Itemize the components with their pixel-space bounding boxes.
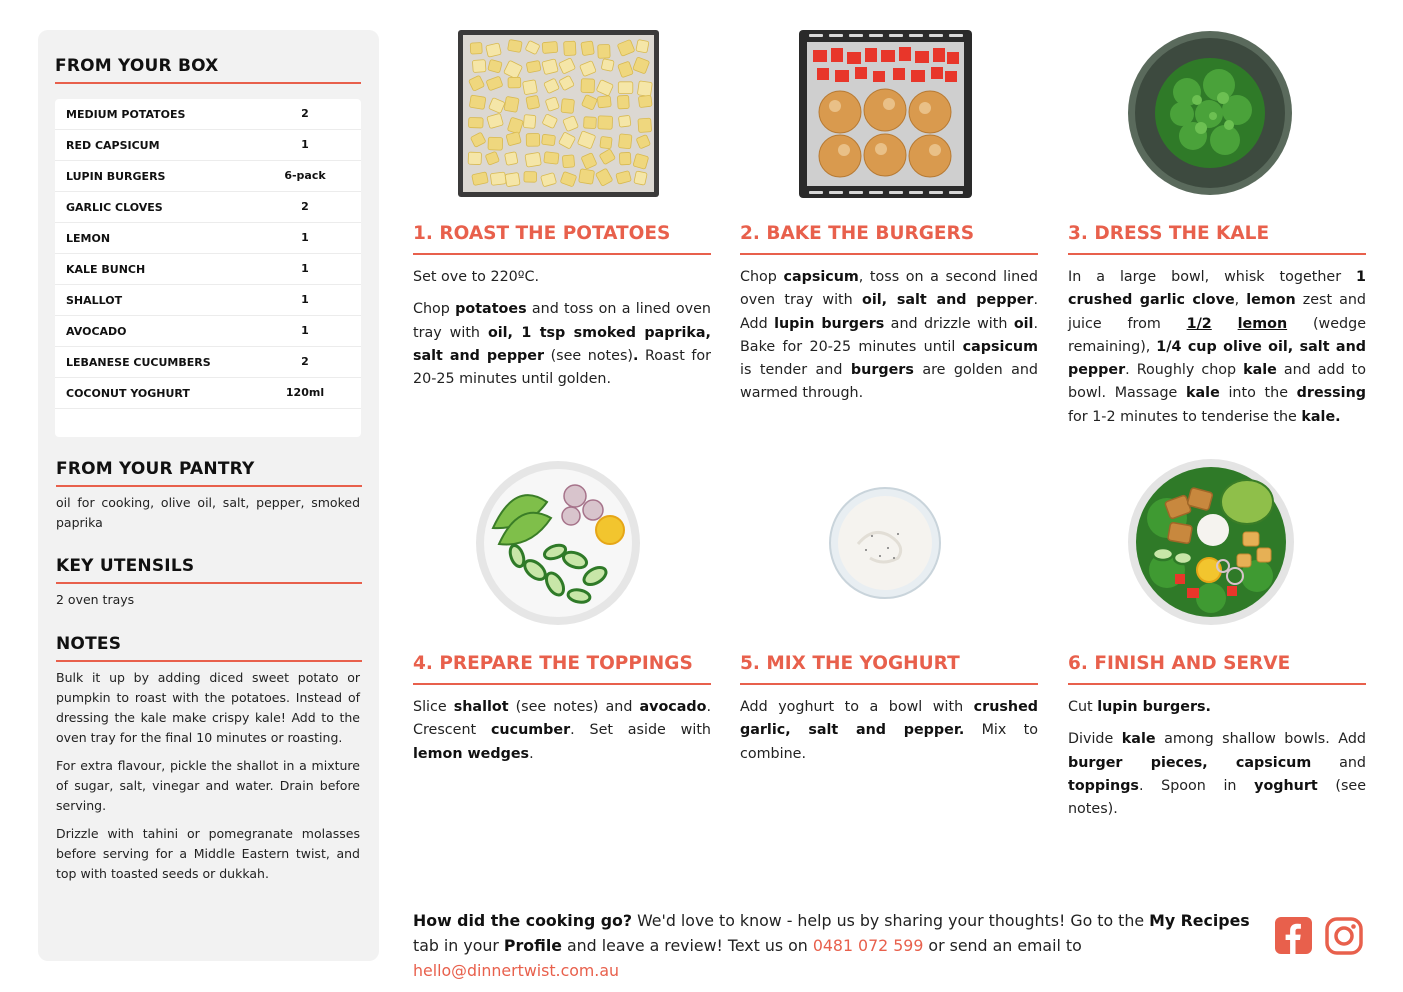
step-4-title: 4. PREPARE THE TOPPINGS	[413, 653, 693, 674]
potato-chunk	[488, 137, 503, 150]
step-6-line-2: Divide kale among shallow bowls. Add burger pieces, capsicum and toppings. Spoon in yoghurt (see notes).	[1068, 731, 1366, 818]
ingredient-qty: 1	[301, 293, 309, 306]
potato-chunk	[505, 152, 518, 166]
potato-chunk	[636, 39, 649, 53]
instagram-icon[interactable]	[1325, 917, 1363, 955]
ingredient-name: LUPIN BURGERS	[66, 170, 166, 183]
notes-paragraph: For extra flavour, pickle the shallot in a mixture of sugar, salt, vinegar and water. Drain before serving.	[56, 758, 360, 813]
step-divider	[413, 683, 711, 685]
potato-chunk	[523, 115, 536, 129]
from-your-pantry-title: FROM YOUR PANTRY	[56, 459, 255, 479]
potato-chunk	[542, 41, 558, 53]
step-6-body	[1068, 696, 1366, 830]
ingredient-row	[55, 99, 361, 130]
notes-paragraph: Drizzle with tahini or pomegranate molasses before serving for a Middle Eastern twist, and top with toasted seeds or dukkah.	[56, 826, 360, 881]
step-1-title: 1. ROAST THE POTATOES	[413, 223, 671, 244]
step-3-title: 3. DRESS THE KALE	[1068, 223, 1270, 244]
potato-chunk	[581, 79, 595, 93]
step-1-line-2: Chop potatoes and toss on a lined oven tray with oil, 1 tsp smoked paprika, salt and pepper (see notes). Roast for 20-25 minutes until golden.	[413, 301, 712, 388]
ingredient-qty: 2	[301, 355, 309, 368]
step-divider	[1068, 253, 1366, 255]
potato-chunk	[469, 95, 486, 109]
potato-chunk	[468, 152, 481, 165]
ingredient-qty: 1	[301, 138, 309, 151]
potato-chunk	[526, 60, 541, 72]
potato-chunk	[525, 152, 541, 167]
step-3-line-1: In a large bowl, whisk together 1 crushed garlic clove, lemon zest and juice from 1/2 lemon (wedge remaining), 1/4 cup olive oil, salt and pepper. Roughly chop kale and add to bowl. Massage kale into the dressing for 1-2 minutes to tenderise the kale.	[1068, 269, 1367, 425]
ingredient-qty: 2	[301, 200, 309, 213]
finish-serve-photo	[1127, 458, 1295, 626]
ingredient-name: KALE BUNCH	[66, 263, 146, 276]
potato-chunk	[618, 134, 632, 149]
potato-chunk	[598, 116, 613, 129]
potato-chunk	[579, 169, 595, 185]
potato-chunk	[584, 117, 597, 129]
potato-chunk	[505, 172, 520, 186]
ingredient-row	[55, 316, 361, 347]
section-divider	[55, 82, 361, 84]
potato-chunk	[581, 41, 595, 56]
potato-chunk	[619, 152, 631, 165]
potato-chunk	[634, 171, 647, 185]
ingredient-name: AVOCADO	[66, 325, 127, 338]
potato-chunk	[526, 133, 540, 146]
ingredient-name: MEDIUM POTATOES	[66, 108, 186, 121]
potato-chunk	[638, 95, 652, 107]
utensils-text: 2 oven trays	[56, 592, 135, 607]
ingredient-name: LEMON	[66, 232, 111, 245]
step-divider	[740, 683, 1038, 685]
ingredient-row	[55, 347, 361, 378]
step-6-title: 6. FINISH AND SERVE	[1068, 653, 1291, 674]
step-4-body	[413, 696, 711, 775]
roast-potatoes-photo	[458, 30, 659, 197]
ingredient-row	[55, 254, 361, 285]
ingredient-row	[55, 161, 361, 192]
step-divider	[740, 253, 1038, 255]
potato-chunk	[524, 172, 537, 183]
step-1-body	[413, 266, 711, 400]
step-5-line-1: Add yoghurt to a bowl with crushed garlic, salt and pepper. Mix to combine.	[740, 699, 1038, 762]
profile-label: Profile	[503, 936, 562, 955]
ingredient-row	[55, 130, 361, 161]
step-2-body	[740, 266, 1038, 415]
ingredient-name: COCONUT YOGHURT	[66, 387, 190, 400]
potato-chunk	[523, 80, 538, 95]
potato-chunk	[638, 118, 652, 132]
step-4-line-1: Slice shallot (see notes) and avocado. Crescent cucumber. Set aside with lemon wedges.	[413, 699, 711, 762]
ingredient-row	[55, 192, 361, 223]
step-divider	[1068, 683, 1366, 685]
ingredient-row	[55, 285, 361, 316]
section-divider	[56, 660, 362, 662]
step-5-title: 5. MIX THE YOGHURT	[740, 653, 960, 674]
ingredient-name: LEBANESE CUCUMBERS	[66, 356, 211, 369]
potato-chunk	[486, 43, 502, 57]
bake-burgers-photo	[799, 30, 972, 198]
ingredient-qty: 120ml	[285, 386, 325, 399]
potato-chunk	[544, 152, 559, 165]
potato-chunk	[561, 99, 575, 114]
step-3-body	[1068, 266, 1366, 438]
potato-chunk	[490, 172, 506, 185]
my-recipes-label: My Recipes	[1149, 911, 1250, 930]
potato-chunk	[508, 39, 523, 52]
potato-chunk	[618, 82, 633, 94]
ingredient-row	[55, 223, 361, 254]
facebook-icon[interactable]	[1275, 917, 1312, 954]
step-2-title: 2. BAKE THE BURGERS	[740, 223, 975, 244]
from-your-box-title: FROM YOUR BOX	[55, 56, 219, 76]
ingredient-qty: 6-pack	[284, 169, 326, 182]
ingredient-row	[55, 378, 361, 409]
ingredient-qty: 1	[301, 262, 309, 275]
potato-chunk	[601, 59, 614, 72]
potato-chunk	[564, 41, 576, 55]
step-2-line-1: Chop capsicum, toss on a second lined oven tray with oil, salt and pepper. Add lupin burgers and drizzle with oil. Bake for 20-25 minutes until capsicum is tender and burgers are golden and warmed through.	[740, 269, 1038, 402]
ingredient-name: RED CAPSICUM	[66, 139, 160, 152]
potato-chunk	[542, 59, 558, 75]
ingredient-qty: 2	[301, 107, 309, 120]
potato-chunk	[508, 77, 521, 88]
step-1-line-1: Set ove to 220ºC.	[413, 269, 540, 285]
notes-title: NOTES	[56, 634, 122, 654]
section-divider	[56, 582, 362, 584]
step-divider	[413, 253, 711, 255]
potato-chunk	[617, 95, 629, 109]
section-divider	[56, 485, 362, 487]
notes-paragraph: Bulk it up by adding diced sweet potato or pumpkin to roast with the potatoes. Instead of dressing the kale make crispy kale! Add to the oven tray for the final 10 minutes or roasting.	[56, 670, 360, 745]
ingredient-name: GARLIC CLOVES	[66, 201, 163, 214]
ingredients-sidebar	[38, 30, 379, 961]
potato-chunk	[637, 81, 652, 97]
key-utensils-title: KEY UTENSILS	[56, 556, 195, 576]
potato-chunk	[472, 60, 486, 73]
ingredient-qty: 1	[301, 324, 309, 337]
feedback-footer: How did the cooking go? We'd love to know - help us by sharing your thoughts! Go to the My Recipes tab in your Profile and leave a review! Text us on 0481 072 599 or send an email to hello@dinnertwist.com.au	[413, 911, 1250, 980]
potato-chunk	[468, 117, 483, 128]
footer-question: How did the cooking go?	[413, 911, 633, 930]
potato-chunk	[600, 136, 612, 148]
phone-link[interactable]: 0481 072 599	[812, 936, 924, 955]
potato-chunk	[597, 96, 611, 108]
pantry-text: oil for cooking, olive oil, salt, pepper, smoked paprika	[56, 495, 360, 530]
potato-chunk	[618, 115, 631, 127]
mix-yoghurt-photo	[828, 486, 942, 600]
ingredient-name: SHALLOT	[66, 294, 123, 307]
dress-kale-photo	[1127, 30, 1293, 196]
ingredient-qty: 1	[301, 231, 309, 244]
potato-chunk	[470, 43, 482, 55]
potato-chunk	[562, 155, 574, 168]
step-5-body	[740, 696, 1038, 775]
step-6-line-1: Cut lupin burgers.	[1068, 699, 1211, 715]
potato-chunk	[542, 134, 556, 145]
potato-chunk	[598, 44, 610, 58]
prepare-toppings-photo	[475, 460, 641, 626]
potato-chunk	[504, 96, 519, 112]
potato-chunk	[526, 95, 540, 109]
email-link[interactable]: hello@dinnertwist.com.au	[413, 961, 620, 980]
ingredient-table	[55, 99, 361, 437]
